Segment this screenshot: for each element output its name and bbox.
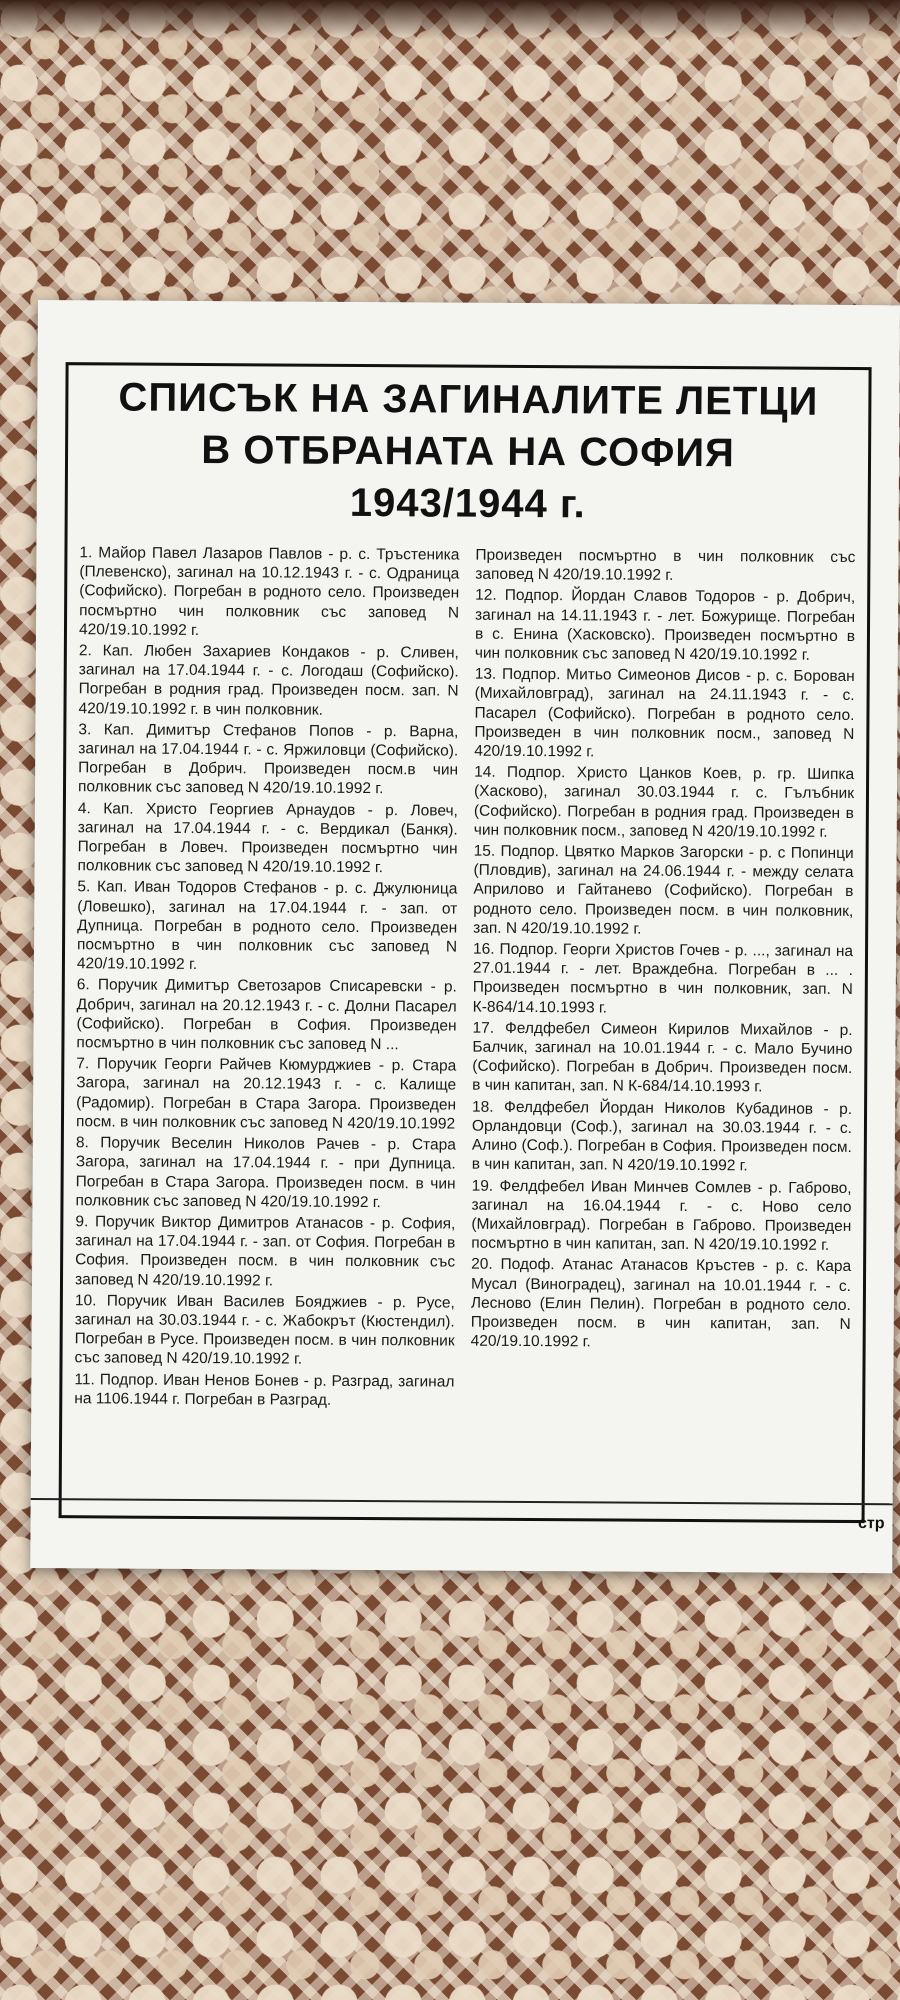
left-column bbox=[74, 543, 459, 1412]
page-mark: стр bbox=[857, 1515, 885, 1533]
list-entry: Произведен посмъртно в чин полковник със заповед N 420/19.10.1992 г. bbox=[475, 546, 856, 585]
list-entry: 16. Подпор. Георги Христов Гочев - р. ..., загинал на 27.01.1944 г. - лет. Враждебна. Погребан в ... . Произведен посмъртно в чин полковник, зап. N К-864/14.10.1993 г. bbox=[472, 940, 854, 1017]
list-entry: 17. Фелдфебел Симеон Кирилов Михайлов - р. Балчик, загинал на 10.01.1944 г. - с. Мало Бучино (Софийско). Погребан в Добрич. Произведен посм. в чин капитан, зап. N К-684/14.10.1993 г. bbox=[472, 1019, 853, 1096]
title-line-1: СПИСЪК НА ЗАГИНАЛИТЕ ЛЕТЦИ bbox=[118, 375, 819, 424]
list-entry: 3. Кап. Димитър Стефанов Попов - р. Варна, загинал на 17.04.1944 г. - с. Яржиловци (Софийско). Погребан в Добрич. Произведен посм.в чин полковник със заповед N 420/19.10.1992 г. bbox=[77, 721, 459, 798]
list-entry: 14. Подпор. Христо Цанков Коев, р. гр. Шипка (Хасково), загинал 30.03.1944 г. с. Гълъбник (Софийско). Погребан в родния град. Произведен в чин полковник посм., заповед N 420/19.10.1992 г. bbox=[473, 763, 855, 841]
title-line-2: В ОТБРАНАТА НА СОФИЯ bbox=[201, 428, 735, 476]
newspaper-page bbox=[30, 300, 900, 1573]
list-entry: 7. Поручик Георги Райчев Кюмурджиев - р. Стара Загора, загинал на 20.12.1943 г. - с. Калище (Радомир). Погребан в Стара Загора. Произведен посм. в чин полковник със заповед N 420/19.10.1992 bbox=[75, 1055, 457, 1133]
list-entry: 2. Кап. Любен Захариев Кондаков - р. Сливен, загинал на 17.04.1944 г. - с. Логодаш (Софийско). Погребан в родния град. Произведен посм. зап. N 420/19.10.1992 г. в чин полковник. bbox=[78, 642, 459, 719]
list-entry: 19. Фелдфебел Иван Минчев Сомлев - р. Габрово, загинал на 16.04.1944 г. - с. Ново село (Михайловград). Погребан в Габрово. Произведен посмъртно в чин капитан, зап. N 420/19.10.1992 г. bbox=[471, 1177, 852, 1254]
background-top-shadow bbox=[0, 0, 900, 40]
list-entry: 9. Поручик Виктор Димитров Атанасов - р. София, загинал на 17.04.1944 г. - зап. от София. Погребан в София. Произведен посм. в чин полковник със заповед N 420/19.10.1992 г. bbox=[74, 1213, 456, 1289]
article-columns bbox=[74, 543, 855, 1415]
list-entry: 18. Фелдфебел Йордан Николов Кубадинов - р. Орландовци (Соф.), загинал на 30.03.1944 г. - с. Алино (Соф.). Погребан в София. Произведен посм. в чин капитан, зап. N 420/19.10.1992 г. bbox=[471, 1098, 853, 1175]
list-entry: 5. Кап. Иван Тодоров Стефанов - р. с. Джулюница (Ловешко), загинал на 17.04.1944 г. - зап. от Дупница. Погребан в родното село. Произведен посмъртно в чин полковник със заповед N 420/19.10.1992 г. bbox=[76, 878, 458, 974]
list-entry: 6. Поручик Димитър Светозаров Списаревски - р. Добрич, загинал на 20.12.1943 г. - с. Долни Пасарел (Софийско). Погребан в София. Произведен посмъртно в чин полковник със заповед N ... bbox=[76, 976, 457, 1054]
list-entry: 1. Майор Павел Лазаров Павлов - р. с. Тръстеника (Плевенско), загинал на 10.12.1943 г. - с. Одраница (Софийско). Погребан в родното село. Произведен посмъртно чин полковник със заповед N 420/19.10.1992 г. bbox=[78, 544, 460, 639]
article-title bbox=[68, 371, 869, 532]
list-entry: 12. Подпор. Йордан Славов Тодоров - р. Добрич, загинал на 14.11.1943 г. - лет. Божурище. Погребан в с. Енина (Хасковско). Произведен посмъртно в чин полковник със заповед N 420/19.10.1992 г. bbox=[474, 587, 856, 664]
right-column bbox=[470, 546, 855, 1415]
article-frame bbox=[59, 362, 872, 1523]
list-entry: 15. Подпор. Цвятко Марков Загорски - р. с Попинци (Пловдив), загинал на 24.06.1944 г. - между селата Априлово и Гайтанево (Софийско). Погребан в родното село. Произведен посм. в чин полковник, зап. N 420/19.10.1992 г. bbox=[473, 842, 854, 938]
list-entry: 10. Поручик Иван Василев Бояджиев - р. Русе, загинал на 30.03.1944 г. - с. Жабокрът (Кюстендил). Погребан в Русе. Произведен посм. в чин полковник със заповед N 420/19.10.1992 г. bbox=[74, 1291, 455, 1368]
list-entry: 20. Подоф. Атанас Атанасов Кръстев - р. с. Кара Мусал (Виноградец), загинал на 10.01.1944 г. - с. Лесново (Елин Пелин). Погребан в родното село. Произведен посм. в чин капитан, зап. N 420/19.10.1992 г. bbox=[470, 1255, 852, 1351]
list-entry: 13. Подпор. Митьо Симеонов Дисов - р. с. Борован (Михайловград), загинал на 24.11.1943 г. - с. Пасарел (Софийско). Погребан в родното село. Произведен в чин полковник посм., заповед N 420/19.10.1992 г. bbox=[474, 665, 855, 761]
list-entry: 4. Кап. Христо Георгиев Арнаудов - р. Ловеч, загинал на 17.04.1944 г. - с. Вердикал (Банкя). Погребан в Ловеч. Произведен посмъртно чин полковник със заповед N 420/19.10.1992 г. bbox=[77, 799, 458, 877]
list-entry: 11. Подпор. Иван Ненов Бонев - р. Разград, загинал на 1106.1944 г. Погребан в Разград. bbox=[74, 1370, 455, 1409]
title-line-3: 1943/1944 г. bbox=[349, 480, 586, 527]
list-entry: 8. Поручик Веселин Николов Рачев - р. Стара Загора, загинал на 17.04.1944 г. - при Дупница. Погребан в Стара Загора. Произведен посм. в чин полковник със заповед N 420/19.10.1992 г. bbox=[75, 1134, 456, 1211]
